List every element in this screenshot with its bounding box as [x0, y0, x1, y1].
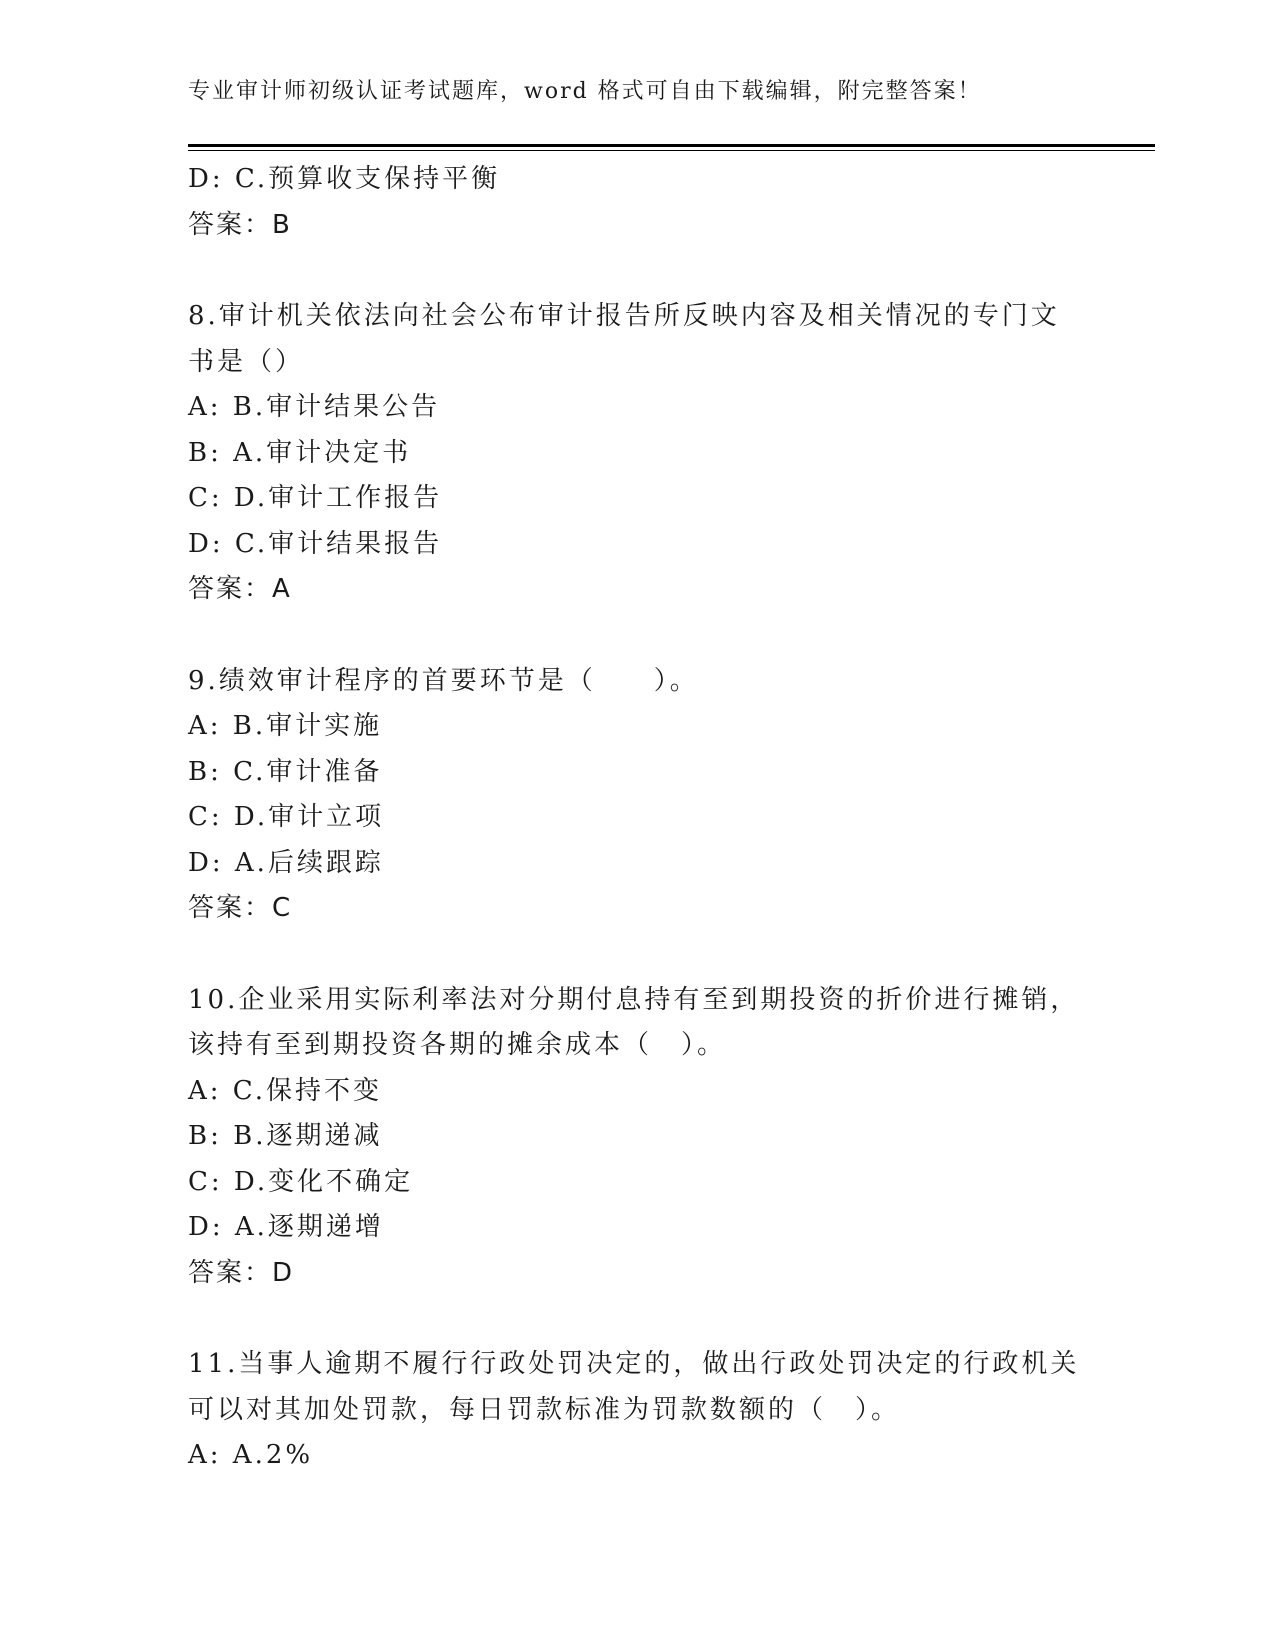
question-11-text-line-1: 11.当事人逾期不履行行政处罚决定的，做出行政处罚决定的行政机关 [188, 1349, 1080, 1379]
question-8 [188, 294, 1088, 613]
header-rule-thin [188, 150, 1155, 151]
question-9-option-d: D: A.后续跟踪 [188, 847, 384, 878]
question-8-option-d: D: C.审计结果报告 [188, 528, 443, 559]
question-10-text-line-2: 该持有至到期投资各期的摊余成本（ ）。 [188, 1030, 727, 1060]
header-rule-thick [188, 144, 1155, 147]
prev-answer: 答案：B [188, 209, 292, 240]
question-8-option-a: A: B.审计结果公告 [188, 392, 441, 422]
question-8-text-line-2: 书是（） [188, 346, 305, 377]
question-9-answer: 答案：C [188, 893, 293, 923]
question-10-option-b: B: B.逐期递减 [188, 1121, 383, 1151]
spacer [188, 613, 1088, 659]
spacer [188, 932, 1088, 978]
question-8-answer: 答案：A [188, 574, 292, 604]
question-10-option-a: A: C.保持不变 [188, 1075, 383, 1106]
question-11-text-line-2: 可以对其加处罚款，每日罚款标准为罚款数额的（ ）。 [188, 1394, 901, 1425]
question-list [188, 157, 1088, 1479]
question-9 [188, 659, 1088, 932]
question-8-option-c: C: D.审计工作报告 [188, 483, 443, 513]
spacer [188, 248, 1088, 294]
question-8-option-b: B: A.审计决定书 [188, 437, 412, 468]
question-10-option-d: D: A.逐期递增 [188, 1212, 384, 1242]
question-9-option-c: C: D.审计立项 [188, 802, 385, 832]
question-10 [188, 978, 1088, 1297]
question-10-option-c: C: D.变化不确定 [188, 1166, 414, 1197]
question-9-option-a: A: B.审计实施 [188, 711, 383, 741]
page-header: 专业审计师初级认证考试题库，word 格式可自由下载编辑，附完整答案！ [188, 79, 982, 104]
question-9-text-line-1: 9.绩效审计程序的首要环节是（ ）。 [188, 665, 699, 696]
question-8-text-line-1: 8.审计机关依法向社会公布审计报告所反映内容及相关情况的专门文 [188, 301, 1060, 331]
question-10-answer: 答案：D [188, 1257, 295, 1288]
question-9-option-b: B: C.审计准备 [188, 756, 383, 787]
spacer [188, 1296, 1088, 1342]
question-11-option-a: A: A.2% [188, 1440, 314, 1470]
question-10-text-line-1: 10.企业采用实际利率法对分期付息持有至到期投资的折价进行摊销， [188, 984, 1080, 1015]
question-11 [188, 1342, 1088, 1479]
prev-option-d: D: C.预算收支保持平衡 [188, 164, 501, 194]
